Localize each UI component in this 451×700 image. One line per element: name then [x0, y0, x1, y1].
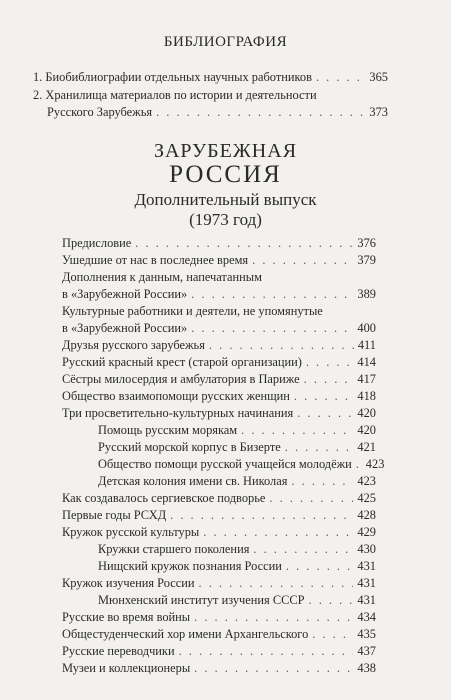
dot-leader [312, 626, 353, 643]
toc-entry-page: 420 [357, 406, 376, 420]
page-title: БИБЛИОГРАФИЯ [163, 34, 288, 50]
toc-entry-continuation: в «Зарубежной России» [62, 287, 188, 301]
toc-entry [62, 354, 376, 371]
toc-entry-page: 431 [357, 576, 376, 590]
section-subtitle: Дополнительный выпуск [134, 190, 317, 209]
toc-entry-title: Предисловие [62, 236, 132, 250]
toc-entry-page: 434 [357, 610, 376, 624]
toc-entry-continuation: Русского Зарубежья [47, 105, 153, 119]
dot-leader [203, 524, 353, 541]
dot-leader [297, 405, 353, 422]
toc-subentry [98, 558, 376, 575]
toc-entry [62, 405, 376, 422]
dot-leader [304, 371, 354, 388]
toc-entry-title: Русские переводчики [62, 644, 175, 658]
toc-entry-title: Кружки старшего поколения [98, 542, 250, 556]
toc-entry-page: 430 [357, 542, 376, 556]
toc-entry-page: 425 [357, 491, 376, 505]
toc-entry-page: 437 [357, 644, 376, 658]
toc-entry-title: 1. Биобиблиографии отдельных научных работников [33, 70, 312, 84]
section-title-line2: РОССИЯ [169, 161, 282, 188]
toc-entry-title: Общество помощи русской учащейся молодёжи [98, 457, 352, 471]
toc-entry-title: Русский морской корпус в Бизерте [98, 440, 281, 454]
toc-entry-page: 428 [357, 508, 376, 522]
toc-entry-title: Как создавалось сергиевское подворье [62, 491, 266, 505]
dot-leader [191, 286, 353, 303]
toc-entry-title: Мюнхенский институт изучения СССР [98, 593, 305, 607]
toc-entry-title: Дополнения к данным, напечатанным [62, 270, 262, 284]
toc-entry-title: Помощь русским морякам [98, 423, 238, 437]
toc-entry-page: 373 [369, 105, 388, 119]
dot-leader [191, 320, 353, 337]
toc-entry [62, 609, 376, 626]
dot-leader [194, 609, 353, 626]
toc-subentry [98, 592, 376, 609]
toc-entry-page: 414 [357, 355, 376, 369]
toc-entry-page: 423 [357, 474, 376, 488]
dot-leader [179, 643, 354, 660]
toc-entry-page: 429 [357, 525, 376, 539]
dot-leader [241, 422, 353, 439]
toc-entry [62, 235, 376, 252]
toc-entry [62, 575, 376, 592]
toc-entry [62, 320, 376, 337]
toc-entry-title: Русский красный крест (старой организации) [62, 355, 302, 369]
toc-entry [62, 337, 376, 354]
toc-subentry [98, 473, 376, 490]
dot-leader [356, 456, 362, 473]
dot-leader [291, 473, 353, 490]
toc-entry-page: 379 [357, 253, 376, 267]
toc-entry-continuation: в «Зарубежной России» [62, 321, 188, 335]
toc-entry-page: 431 [357, 593, 376, 607]
dot-leader [306, 354, 354, 371]
toc-entry-title: Три просветительно-культурных начинания [62, 406, 294, 420]
toc-entry-page: 389 [357, 287, 376, 301]
toc-entry [62, 660, 376, 677]
toc-entry-title: Музеи и коллекционеры [62, 661, 191, 675]
dot-leader [135, 235, 353, 252]
toc-entry-page: 418 [357, 389, 376, 403]
toc-entry-title: Общество взаимопомощи русских женщин [62, 389, 290, 403]
toc-entry [62, 643, 376, 660]
toc-subentry [98, 439, 376, 456]
toc-entry [62, 626, 376, 643]
dot-leader [269, 490, 353, 507]
toc-entry-title: Друзья русского зарубежья [62, 338, 205, 352]
toc-subentry [98, 541, 376, 558]
toc-entry-page: 400 [357, 321, 376, 335]
dot-leader [316, 69, 365, 86]
toc-entry-title: Культурные работники и деятели, не упомянутые [62, 304, 323, 318]
toc-entry-title: Нищский кружок познания России [98, 559, 282, 573]
toc-entry-page: 365 [369, 70, 388, 84]
toc-entry-title: Русские во время войны [62, 610, 191, 624]
toc-entry-title: Ушедшие от нас в последнее время [62, 253, 249, 267]
dot-leader [253, 541, 353, 558]
toc-entry-page: 417 [357, 372, 376, 386]
dot-leader [156, 104, 365, 121]
toc-entry-title: Первые годы РСХД [62, 508, 167, 522]
toc-entry-title: Кружок русской культуры [62, 525, 200, 539]
toc-entry [62, 371, 376, 388]
toc-subentry [98, 422, 376, 439]
toc-entry [62, 286, 376, 303]
dot-leader [209, 337, 354, 354]
dot-leader [294, 388, 354, 405]
toc-entry-page: 438 [357, 661, 376, 675]
toc-entry-page: 435 [357, 627, 376, 641]
toc-subentry [98, 456, 385, 473]
toc-entry [62, 252, 376, 269]
toc-entry [47, 104, 388, 121]
toc-entry-page: 411 [357, 338, 376, 352]
toc-entry-title: Кружок изучения России [62, 576, 195, 590]
toc-entry [62, 524, 376, 541]
toc-entry-title: Детская колония имени св. Николая [98, 474, 288, 488]
toc-entry-page: 421 [357, 440, 376, 454]
dot-leader [170, 507, 353, 524]
dot-leader [194, 660, 353, 677]
toc-entry-title: Общестуденческий хор имени Архангельского [62, 627, 309, 641]
toc-entry [62, 388, 376, 405]
dot-leader [285, 439, 354, 456]
toc-entry-title: Сёстры милосердия и амбулатория в Париже [62, 372, 300, 386]
toc-entry [62, 490, 376, 507]
toc-entry-page: 420 [357, 423, 376, 437]
toc-entry-title: 2. Хранилища материалов по истории и деятельности [33, 88, 317, 102]
dot-leader [252, 252, 353, 269]
dot-leader [199, 575, 354, 592]
toc-entry-page: 376 [357, 236, 376, 250]
section-title-line1: ЗАРУБЕЖНАЯ [153, 140, 298, 162]
section-title [0, 140, 451, 230]
toc-entry [62, 507, 376, 524]
toc-entry-page: 423 [365, 457, 385, 471]
toc-entry [33, 69, 388, 86]
toc-entry-page: 431 [357, 559, 376, 573]
section-year: (1973 год) [189, 210, 262, 229]
dot-leader [286, 558, 354, 575]
dot-leader [309, 592, 354, 609]
